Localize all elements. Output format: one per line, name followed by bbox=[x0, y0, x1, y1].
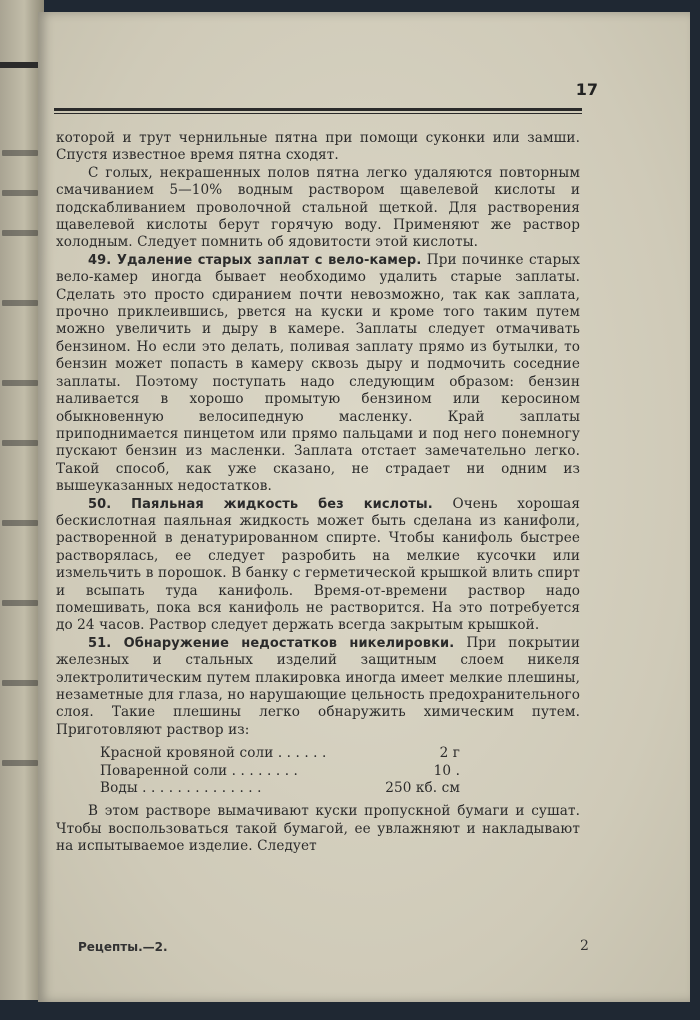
recipe-list bbox=[100, 745, 460, 797]
section-51-text: При покрытии железных и стальных изделий защитным слоем никеля электролитическим путем плакировка иногда имеет мелкие плешины, незаметные для глаза, но нарушающие цельность предохранительного слоя. Такие плешины легко обнаружить химическим путем. Приготовляют раствор из: bbox=[56, 634, 580, 738]
section-49 bbox=[56, 252, 580, 496]
ingredient-name: Воды . . . . . . . . . . . . . . bbox=[100, 780, 262, 796]
recipe-row bbox=[100, 763, 460, 780]
paragraph-continued: которой и трут чернильные пятна при помощи суконки или замши. Спустя известное время пятна сходят. bbox=[56, 130, 580, 164]
section-49-text: При починке старых вело-камер иногда бывает необходимо удалить старые заплаты. Сделать это просто сдиранием почти невозможно, так как заплата, прочно приклеившись, рвется на куски и кроме того таким путем можно увеличить и дыру в камере. Заплаты следует отмачивать бензином. Но если это делать, поливая заплату прямо из бутылки, то бензин может попасть в камеру сквозь дыру и подмочить соседние заплаты. Поэтому поступать надо следующим образом: бензин наливается в хорошо промытую бензином или керосином обыкновенную велосипедную масленку. Край заплаты приподнимается пинцетом или прямо пальцами и под него понемногу пускают бензин из масленки. Заплата отстает замечательно легко. Такой способ, как уже сказано, не страдает ни одним из вышеуказанных недостатков. bbox=[56, 251, 580, 495]
book-page bbox=[38, 12, 690, 1002]
section-49-title: 49. Удаление старых заплат с вело-камер. bbox=[88, 252, 422, 268]
section-51 bbox=[56, 635, 580, 739]
page-number: 17 bbox=[575, 80, 598, 99]
ingredient-name: Красной кровяной соли . . . . . . bbox=[100, 745, 327, 762]
section-50 bbox=[56, 496, 580, 635]
ingredient-qty: 2 г bbox=[439, 745, 460, 762]
footer-sheet-number: 2 bbox=[580, 938, 589, 954]
ingredient-qty: 10 . bbox=[433, 762, 460, 779]
header-rule-thin bbox=[54, 113, 582, 114]
recipe-row bbox=[100, 745, 460, 762]
recipe-row bbox=[100, 780, 460, 797]
header-rule bbox=[54, 108, 582, 111]
body-text bbox=[56, 130, 580, 856]
paragraph-floors: С голых, некрашенных полов пятна легко удаляются повторным смачиванием 5—10% водным раствором щавелевой кислоты и подскабливанием проволочной стальной щеткой. Для растворения щавелевой кислоты берут горячую воду. Применяют же раствор холодным. Следует помнить об ядовитости этой кислоты. bbox=[56, 164, 580, 251]
section-51-title: 51. Обнаружение недостатков никелировки. bbox=[88, 635, 455, 651]
section-50-text: Очень хорошая бескислотная паяльная жидкость может быть сделана из канифоли, растворенной в денатурированном спирте. Чтобы канифоль быстрее растворялась, ее следует разробить на мелкие кусочки или измельчить в порошок. В банку с герметической крышкой влить спирт и всыпать туда канифоль. Время-от-времени раствор надо помешивать, пока вся канифоль не растворится. На это потребуется до 24 часов. Раствор следует держать всегда закрытым крышкой. bbox=[56, 495, 580, 634]
footer-signature: Рецепты.—2. bbox=[78, 940, 168, 954]
ingredient-name: Поваренной соли . . . . . . . . bbox=[100, 762, 298, 779]
section-50-title: 50. Паяльная жидкость без кислоты. bbox=[88, 496, 433, 512]
ingredient-qty: 250 кб. см bbox=[385, 780, 460, 796]
paragraph-final: В этом растворе вымачивают куски пропускной бумаги и сушат. Чтобы воспользоваться такой бумагой, ее увлажняют и накладывают на испытываемое изделие. Следует bbox=[56, 803, 580, 855]
